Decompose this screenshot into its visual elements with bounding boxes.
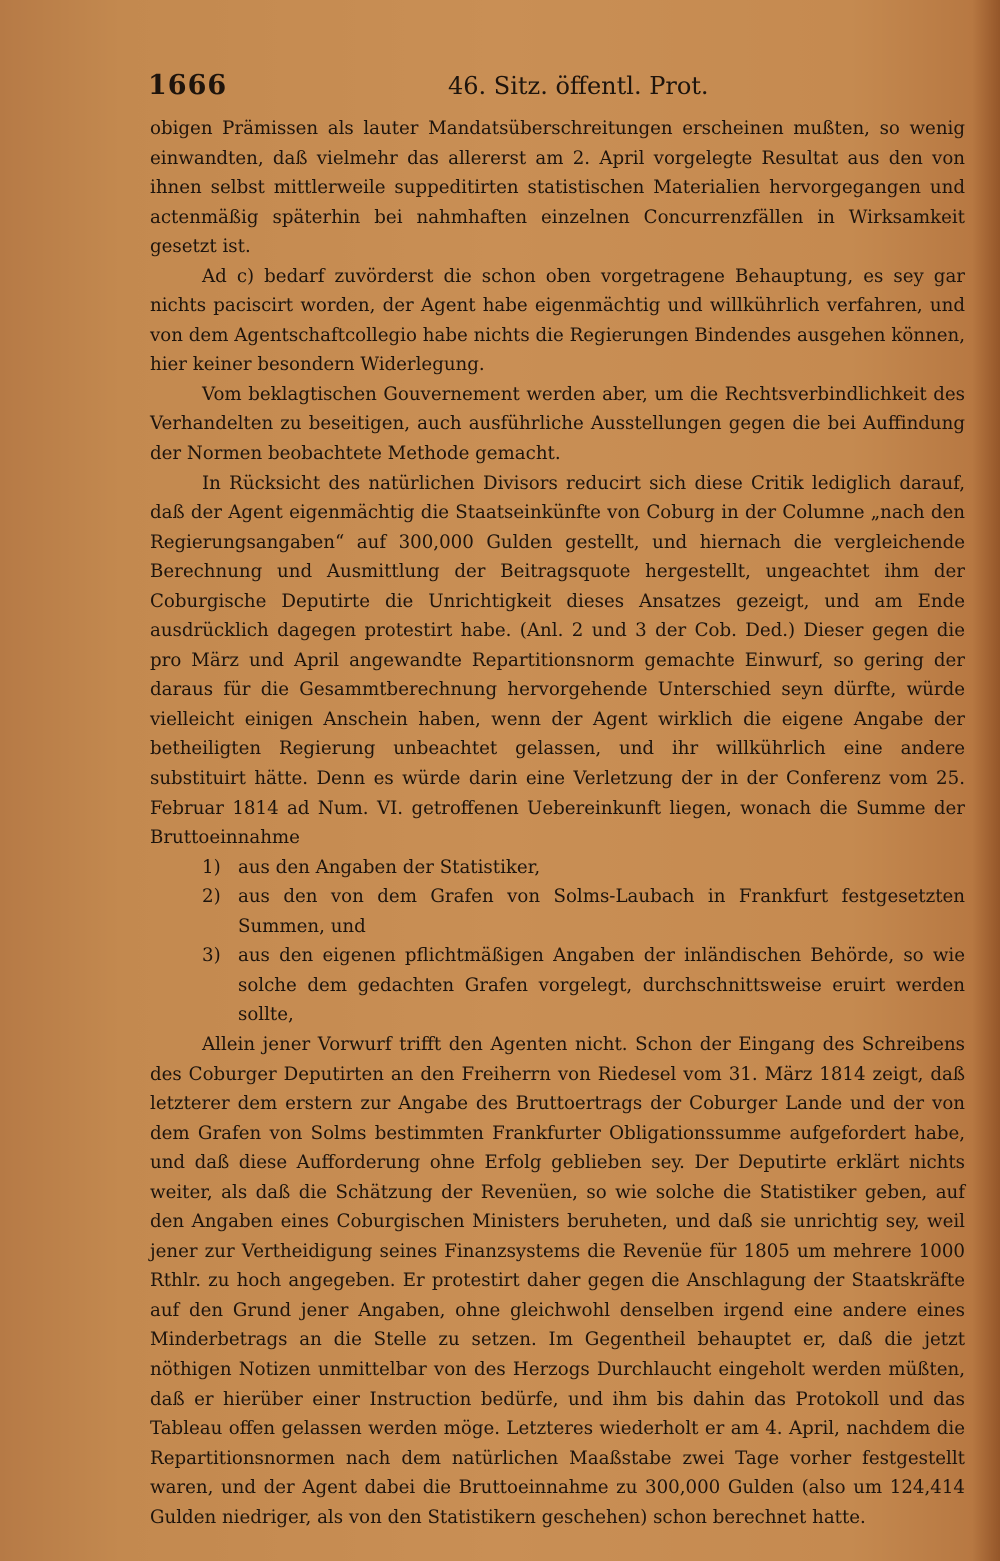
list-item-text: aus den von dem Grafen von Solms-Laubach in Frankfurt festgesetzten Summen, und	[238, 886, 965, 937]
paragraph-ad-c: Ad c) bedarf zuvörderst die schon oben vorgetragene Behauptung, es sey gar nichts paciscirt worden, der Agent habe eigenmächtig und willkührlich verfahren, und von dem Agentschaftcollegio habe nichts die Regierungen Bindendes ausgehen können, hier keiner besondern Widerlegung.	[150, 265, 965, 376]
paragraph-continuation: obigen Prämissen als lauter Mandatsüberschreitungen erscheinen mußten, so wenig einwandten, daß vielmehr das allererst am 2. April vorgelegte Resultat aus den von ihnen selbst mittlerweile suppeditirten statistischen Materialien hervorgegangen und actenmäßig späterhin bei nahmhaften einzelnen Concurrenzfällen in Wirksamkeit gesetzt ist.	[150, 118, 965, 258]
list-item-number: 2)	[202, 886, 221, 908]
list-item-number: 1)	[202, 856, 221, 878]
numbered-list	[150, 853, 965, 1030]
running-head: 46. Sitz. öffentl. Prot.	[448, 72, 709, 100]
list-item	[150, 882, 965, 941]
list-item	[150, 853, 965, 883]
page-number: 1666	[148, 70, 228, 101]
body-text	[150, 114, 965, 1532]
list-item-text: aus den Angaben der Statistiker,	[238, 856, 541, 878]
page-gutter-shadow	[972, 0, 1000, 1561]
page-header	[148, 70, 968, 110]
paragraph-divisor: In Rücksicht des natürlichen Divisors reducirt sich diese Critik lediglich darauf, daß der Agent eigenmächtig die Staatseinkünfte von Coburg in der Columne „nach den Regierungsangaben“ auf 300,000 Gulden gestellt, und hiernach die vergleichende Berechnung und Ausmittlung der Beitragsquote hergestellt, ungeachtet ihm der Coburgische Deputirte die Unrichtigkeit dieses Ansatzes gezeigt, und am Ende ausdrücklich dagegen protestirt habe. (Anl. 2 und 3 der Cob. Ded.) Dieser gegen die pro März und April angewandte Repartitionsnorm gemachte Einwurf, so gering der daraus für die Gesammtberechnung hervorgehende Unterschied seyn dürfte, würde vielleicht einigen Anschein haben, wenn der Agent wirklich die eigene Angabe der betheiligten Regierung unbeachtet gelassen, und ihr willkührlich eine andere substituirt hätte. Denn es würde darin eine Verletzung der in der Conferenz vom 25. Februar 1814 ad Num. VI. getroffenen Uebereinkunft liegen, wonach die Summe der Bruttoeinnahme	[150, 472, 965, 849]
list-item-text: aus den eigenen pflichtmäßigen Angaben der inländischen Behörde, so wie solche dem gedachten Grafen vorgelegt, durchschnittsweise eruirt werden sollte,	[238, 945, 965, 1026]
list-item	[150, 941, 965, 1030]
list-item-number: 3)	[202, 945, 221, 967]
paragraph-gouvernement: Vom beklagtischen Gouvernement werden aber, um die Rechtsverbindlichkeit des Verhandelten zu beseitigen, auch ausführliche Ausstellungen gegen die bei Auffindung der Normen beobachtete Methode gemacht.	[150, 383, 965, 465]
paragraph-allein: Allein jener Vorwurf trifft den Agenten nicht. Schon der Eingang des Schreibens des Coburger Deputirten an den Freiherrn von Riedesel vom 31. März 1814 zeigt, daß letzterer dem erstern zur Angabe des Bruttoertrags der Coburger Lande und der von dem Grafen von Solms bestimmten Frankfurter Obligationssumme aufgefordert habe, und daß diese Aufforderung ohne Erfolg geblieben sey. Der Deputirte erklärt nichts weiter, als daß die Schätzung der Revenüen, so wie solche die Statistiker geben, auf den Angaben eines Coburgischen Ministers beruheten, und daß sie unrichtig sey, weil jener zur Vertheidigung seines Finanzsystems die Revenüe für 1805 um mehrere 1000 Rthlr. zu hoch angegeben. Er protestirt daher gegen die Anschlagung der Staatskräfte auf den Grund jener Angaben, ohne gleichwohl denselben irgend eine andere eines Minderbetrags an die Stelle zu setzen. Im Gegentheil behauptet er, daß die jetzt nöthigen Notizen unmittelbar von des Herzogs Durchlaucht eingeholt werden müßten, daß er hierüber einer Instruction bedürfe, und ihm bis dahin das Protokoll und das Tableau offen gelassen werden möge. Letzteres wiederholt er am 4. April, nachdem die Repartitionsnormen nach dem natürlichen Maaßstabe zwei Tage vorher festgestellt waren, und der Agent dabei die Bruttoeinnahme zu 300,000 Gulden (also um 124,414 Gulden niedriger, als von den Statistikern geschehen) schon berechnet hatte.	[150, 1033, 965, 1528]
